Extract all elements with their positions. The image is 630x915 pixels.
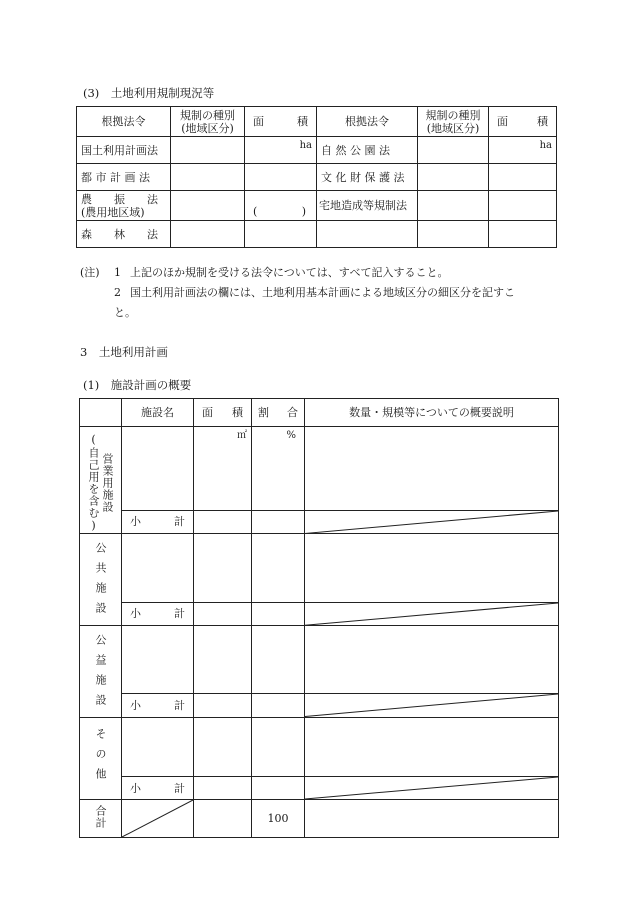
empty-cell[interactable]	[317, 221, 418, 248]
subtotal-desc-slash	[305, 510, 559, 533]
type-cell[interactable]	[418, 191, 489, 221]
group-label-koeki: 公益施設	[80, 626, 122, 718]
area-cell[interactable]	[194, 626, 252, 694]
area-unit-ha-left[interactable]: ha	[245, 137, 317, 164]
ratio-cell[interactable]	[252, 626, 305, 694]
table-row	[80, 777, 559, 800]
subtotal-desc-slash	[305, 777, 559, 800]
desc-cell[interactable]	[305, 427, 559, 511]
section-3-3-heading: (3) 土地利用規制現況等	[83, 86, 215, 100]
table-row	[80, 427, 559, 511]
area-unit-m2[interactable]: ㎡	[194, 427, 252, 511]
facility-name-cell[interactable]	[122, 626, 194, 694]
group-label-sonota: その他	[80, 718, 122, 800]
total-facility-slash	[122, 800, 194, 838]
desc-cell[interactable]	[305, 626, 559, 694]
law-shinrin: 森 林 法	[77, 221, 171, 248]
table-row	[80, 694, 559, 718]
total-area[interactable]	[194, 800, 252, 838]
ratio-unit-pct[interactable]: %	[252, 427, 305, 511]
area-cell[interactable]	[245, 164, 317, 191]
table-row	[80, 626, 559, 694]
total-row	[80, 800, 559, 838]
table-row	[77, 137, 557, 164]
total-label: 合計	[80, 800, 122, 838]
area-cell[interactable]	[245, 221, 317, 248]
regulation-table	[76, 106, 557, 248]
type-cell[interactable]	[171, 221, 245, 248]
note-2-text: 国土利用計画法の欄には、土地利用基本計画による地域区分の細区分を記すこ	[130, 286, 515, 299]
type-cell[interactable]	[418, 164, 489, 191]
header-type-right: 規制の種別 (地域区分)	[418, 107, 489, 137]
notes-label: (注)	[80, 266, 100, 279]
law-noshin: 農 振 法 (農用地区域)	[77, 191, 171, 221]
section-3-heading: 3 土地利用計画	[80, 345, 168, 359]
header-law-right: 根拠法令	[317, 107, 418, 137]
area-cell[interactable]	[194, 534, 252, 603]
section-3-1-heading: (1) 施設計画の概要	[83, 378, 192, 392]
header-facility: 施設名	[122, 399, 194, 427]
empty-cell[interactable]	[418, 221, 489, 248]
area-cell[interactable]	[489, 191, 557, 221]
subtotal-label: 小 計	[122, 694, 194, 718]
type-cell[interactable]	[171, 191, 245, 221]
table-row	[80, 534, 559, 603]
note-2-num: 2	[114, 286, 121, 299]
subtotal-label: 小 計	[122, 602, 194, 625]
law-takuchi: 宅地造成等規制法	[317, 191, 418, 221]
subtotal-label: 小 計	[122, 510, 194, 533]
desc-cell[interactable]	[305, 718, 559, 777]
note-1-num: 1	[114, 266, 121, 279]
table-row	[80, 718, 559, 777]
subtotal-area[interactable]	[194, 694, 252, 718]
header-law-left: 根拠法令	[77, 107, 171, 137]
header-area-left: 面 積	[245, 107, 317, 137]
table-row	[77, 164, 557, 191]
table-row	[80, 602, 559, 625]
header-desc: 数量・規模等についての概要説明	[305, 399, 559, 427]
subtotal-ratio[interactable]	[252, 694, 305, 718]
type-cell[interactable]	[171, 164, 245, 191]
table-row	[80, 510, 559, 533]
subtotal-desc-slash	[305, 602, 559, 625]
group-label-kokyo: 公共施設	[80, 534, 122, 626]
law-shizen-koen: 自 然 公 園 法	[317, 137, 418, 164]
law-kokudo: 国土利用計画法	[77, 137, 171, 164]
area-cell-noshin[interactable]: ( )	[245, 191, 317, 221]
ratio-cell[interactable]	[252, 534, 305, 603]
group-label-eigyo: 営業用施設 (自己用を含む)	[80, 427, 122, 534]
type-cell[interactable]	[171, 137, 245, 164]
table-row	[77, 221, 557, 248]
type-cell[interactable]	[418, 137, 489, 164]
desc-cell[interactable]	[305, 534, 559, 603]
subtotal-ratio[interactable]	[252, 510, 305, 533]
header-ratio: 割 合	[252, 399, 305, 427]
subtotal-area[interactable]	[194, 777, 252, 800]
header-area: 面 積	[194, 399, 252, 427]
area-unit-ha-right[interactable]: ha	[489, 137, 557, 164]
header-blank	[80, 399, 122, 427]
area-cell[interactable]	[489, 164, 557, 191]
total-ratio[interactable]: 100	[252, 800, 305, 838]
subtotal-area[interactable]	[194, 602, 252, 625]
law-bunkazai: 文 化 財 保 護 法	[317, 164, 418, 191]
law-toshi-keikaku: 都 市 計 画 法	[77, 164, 171, 191]
subtotal-label: 小 計	[122, 777, 194, 800]
subtotal-ratio[interactable]	[252, 602, 305, 625]
ratio-cell[interactable]	[252, 718, 305, 777]
note-1-text: 上記のほか規制を受ける法令については、すべて記入すること。	[130, 266, 449, 279]
facility-plan-table	[79, 398, 559, 838]
header-area-right: 面 積	[489, 107, 557, 137]
header-type-left: 規制の種別 (地域区分)	[171, 107, 245, 137]
table-row	[77, 191, 557, 221]
total-desc[interactable]	[305, 800, 559, 838]
empty-cell[interactable]	[489, 221, 557, 248]
subtotal-area[interactable]	[194, 510, 252, 533]
area-cell[interactable]	[194, 718, 252, 777]
facility-name-cell[interactable]	[122, 718, 194, 777]
subtotal-desc-slash	[305, 694, 559, 718]
facility-name-cell[interactable]	[122, 534, 194, 603]
note-2-cont: と。	[114, 306, 136, 319]
subtotal-ratio[interactable]	[252, 777, 305, 800]
facility-name-cell[interactable]	[122, 427, 194, 511]
